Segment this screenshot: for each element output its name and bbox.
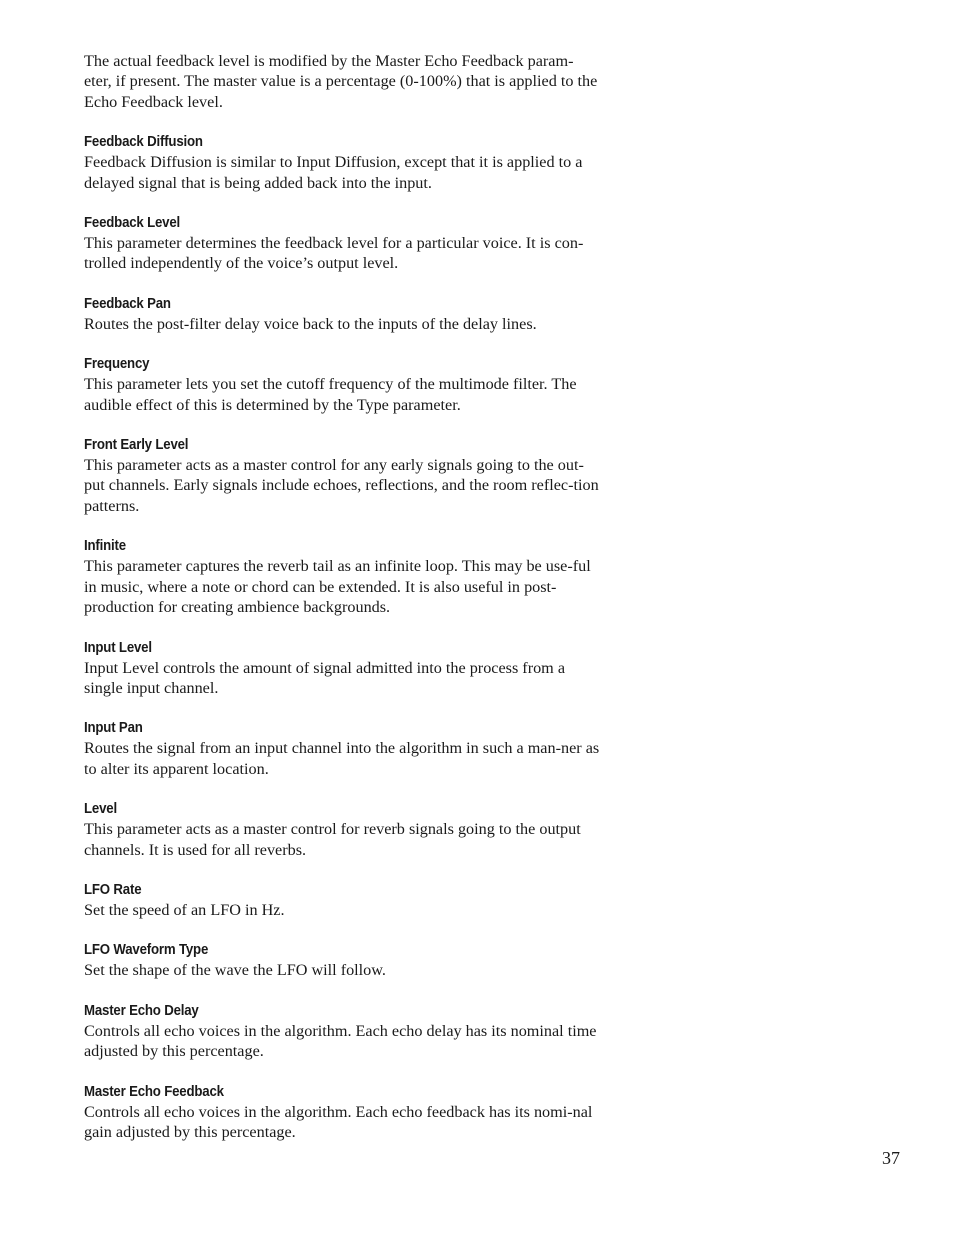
entry-description: Routes the signal from an input channel into the algorithm in such a man-ner as to alter its apparent location. [84,739,600,778]
glossary-entry [84,940,600,980]
entry-description: Controls all echo voices in the algorithm. Each echo feedback has its nomi-nal gain adjusted by this percentage. [84,1102,593,1141]
entry-term: Front Early Level [84,437,189,454]
glossary-entry [84,536,600,617]
glossary-entry [84,799,600,860]
entry-description: This parameter acts as a master control for reverb signals going to the output channels. It is used for all reverbs. [84,820,581,859]
entry-description: This parameter acts as a master control for any early signals going to the out-put channels. Early signals include echoes, reflections, and the room reflec-tion patterns. [84,456,599,515]
entry-term: Master Echo Feedback [84,1083,224,1100]
glossary-entry [84,638,600,699]
entry-term: Frequency [84,356,150,373]
glossary-entry [84,354,600,415]
entry-description: This parameter lets you set the cutoff frequency of the multimode filter. The audible effect of this is determined by the Type parameter. [84,375,577,414]
entry-description: This parameter determines the feedback level for a particular voice. It is con-trolled independently of the voice’s output level. [84,234,584,273]
entry-term: Feedback Pan [84,295,171,312]
glossary-entry [84,132,600,193]
entry-description: Routes the post-filter delay voice back to the inputs of the delay lines. [84,314,537,333]
entry-term: LFO Rate [84,881,142,898]
entry-term: Level [84,801,117,818]
entry-term: Infinite [84,538,126,555]
entry-description: This parameter captures the reverb tail as an infinite loop. This may be use-ful in music, where a note or chord can be extended. It is also useful in post-production for creating ambience backgrounds. [84,557,591,617]
glossary-entry [84,435,600,516]
entry-term: LFO Waveform Type [84,942,209,959]
glossary-entry [84,880,600,920]
glossary-column [84,51,600,1162]
glossary-entry [84,213,600,274]
glossary-entry [84,1082,600,1143]
entry-description: Set the speed of an LFO in Hz. [84,900,285,919]
page-number: 37 [882,1148,900,1168]
entry-description: Feedback Diffusion is similar to Input Diffusion, except that it is applied to a delayed signal that is being added back into the input. [84,153,583,192]
entry-description: Controls all echo voices in the algorithm. Each echo delay has its nominal time adjusted by this percentage. [84,1021,597,1061]
entry-description: Set the shape of the wave the LFO will follow. [84,961,386,980]
entry-term: Input Pan [84,720,143,737]
entry-term: Input Level [84,639,152,656]
glossary-entry [84,1001,600,1062]
entry-description: Input Level controls the amount of signal admitted into the process from a single input channel. [84,658,566,697]
entry-term: Feedback Level [84,215,181,232]
intro-paragraph: The actual feedback level is modified by the Master Echo Feedback param-eter, if present. The master value is a percentage (0-100%) that is applied to the Echo Feedback level. [84,52,598,111]
entry-term: Feedback Diffusion [84,134,203,151]
glossary-entry [84,294,600,334]
entry-term: Master Echo Delay [84,1002,199,1019]
glossary-entry [84,718,600,779]
